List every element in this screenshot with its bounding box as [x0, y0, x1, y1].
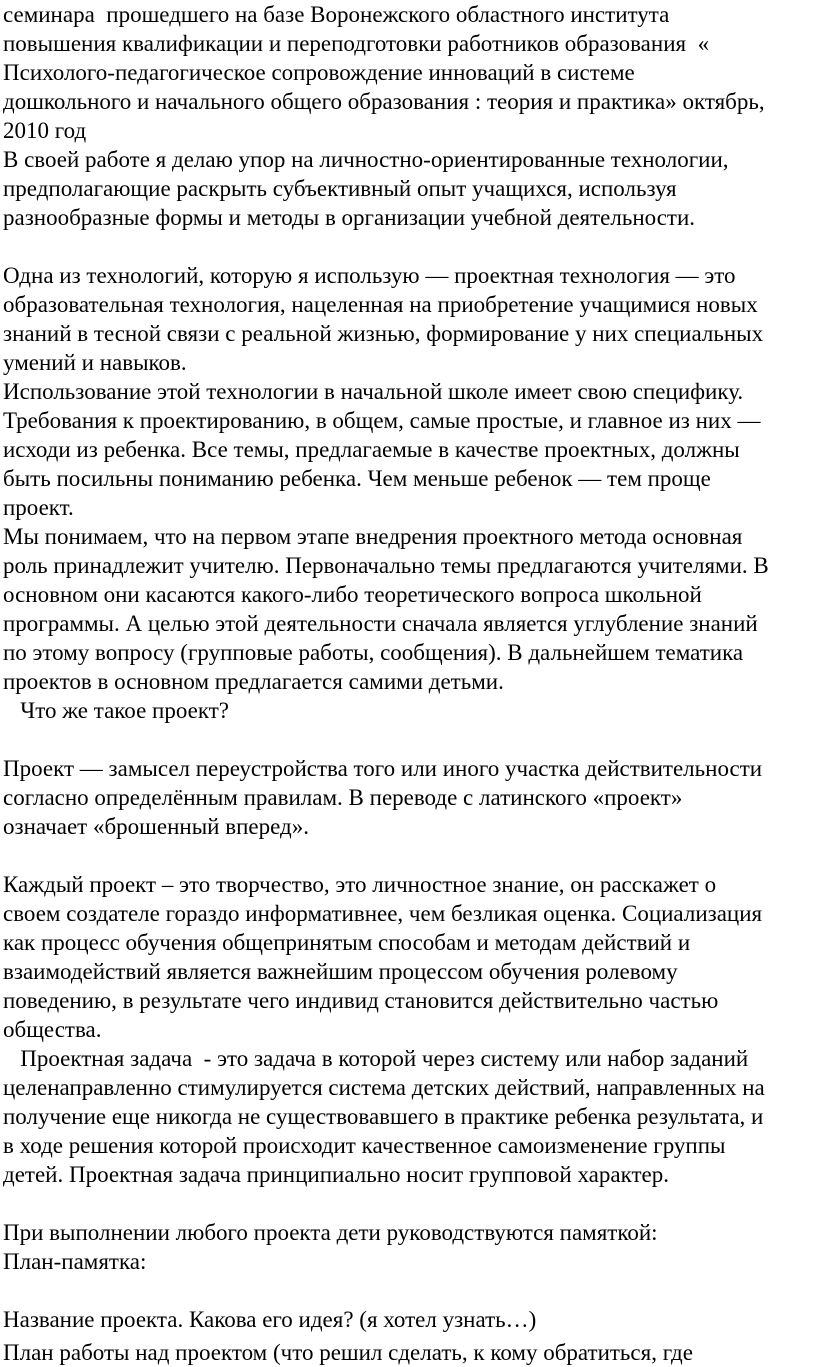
text-line: умений и навыков. [3, 350, 187, 375]
text-line: Психолого-педагогическое сопровождение инноваций в системе [3, 60, 635, 85]
paragraph-memo-intro [3, 1218, 815, 1276]
paragraph-seminar-and-approach [3, 0, 815, 232]
text-line: проект. [3, 495, 74, 520]
paragraph-memo-items [3, 1305, 815, 1367]
text-line: означает «брошенный вперед». [3, 814, 309, 839]
text-line: согласно определённым правилам. В переводе с латинского «проект» [3, 785, 683, 810]
text-line: знаний в тесной связи с реальной жизнью, формирование у них специальных [3, 321, 764, 346]
text-line: общества. [3, 1017, 102, 1042]
paragraph-creativity-and-task [3, 870, 815, 1189]
text-line: как процесс обучения общепринятым способам и методам действий и [3, 930, 691, 955]
text-line: Каждый проект – это творчество, это личностное знание, он расскажет о [3, 872, 717, 897]
text-line: Мы понимаем, что на первом этапе внедрения проектного метода основная [3, 524, 743, 549]
text-line: дошкольного и начального общего образования : теория и практика» октябрь, [3, 89, 765, 114]
text-line: Одна из технологий, которую я использую — проектная технология — это [3, 263, 736, 288]
paragraph-project-technology [3, 261, 815, 725]
blank-line [3, 1189, 815, 1218]
blank-line [3, 725, 815, 754]
text-line: Название проекта. Какова его идея? (я хотел узнать…) [3, 1307, 537, 1332]
text-line: поведению, в результате чего индивид становится действительно частью [3, 988, 719, 1013]
text-line: Проектная задача - это задача в которой через систему или набор заданий [3, 1046, 749, 1071]
text-line: взаимодействий является важнейшим процессом обучения ролевому [3, 959, 678, 984]
text-line: При выполнении любого проекта дети руководствуются памяткой: [3, 1220, 658, 1245]
text-line: В своей работе я делаю упор на личностно-ориентированные технологии, [3, 147, 729, 172]
blank-line [3, 1276, 815, 1305]
document-page [3, 0, 815, 1367]
text-line: детей. Проектная задача принципиально носит групповой характер. [3, 1162, 669, 1187]
text-line: основном они касаются какого-либо теоретического вопроса школьной [3, 582, 702, 607]
heading-what-is-project: Что же такое проект? [3, 698, 229, 723]
text-line: роль принадлежит учителю. Первоначально темы предлагаются учителями. В [3, 553, 769, 578]
text-line: повышения квалификации и переподготовки работников образования « [3, 31, 710, 56]
text-line: по этому вопросу (групповые работы, сообщения). В дальнейшем тематика [3, 640, 744, 665]
blank-line [3, 232, 815, 261]
text-line: проектов в основном предлагается самими детьми. [3, 669, 504, 694]
text-line: исходи из ребенка. Все темы, предлагаемые в качестве проектных, должны [3, 437, 740, 462]
text-line: Требования к проектированию, в общем, самые простые, и главное из них — [3, 408, 761, 433]
text-line: Использование этой технологии в начальной школе имеет свою специфику. [3, 379, 744, 404]
text-line: разнообразные формы и методы в организации учебной деятельности. [3, 205, 696, 230]
text-line: целенаправленно стимулируется система детских действий, направленных на [3, 1075, 765, 1100]
text-line: программы. А целью этой деятельности сначала является углубление знаний [3, 611, 758, 636]
text-line: образовательная технология, нацеленная на приобретение учащимися новых [3, 292, 758, 317]
text-line: быть посильны пониманию ребенка. Чем меньше ребенок — тем проще [3, 466, 711, 491]
blank-line [3, 841, 815, 870]
text-line: семинара прошедшего на базе Воронежского областного института [3, 2, 670, 27]
text-line: получение еще никогда не существовавшего в практике ребенка результата, и [3, 1104, 764, 1129]
text-line: 2010 год [3, 118, 87, 143]
text-line: в ходе решения которой происходит качественное самоизменение группы [3, 1133, 726, 1158]
text-line: План работы над проектом (что решил сделать, к кому обратиться, где [3, 1340, 693, 1365]
text-line: своем создателе гораздо информативнее, чем безликая оценка. Социализация [3, 901, 763, 926]
text-line: предполагающие раскрыть субъективный опыт учащихся, используя [3, 176, 677, 201]
text-line: Проект — замысел переустройства того или иного участка действительности [3, 756, 763, 781]
paragraph-project-definition [3, 754, 815, 841]
text-line: План-памятка: [3, 1249, 147, 1274]
